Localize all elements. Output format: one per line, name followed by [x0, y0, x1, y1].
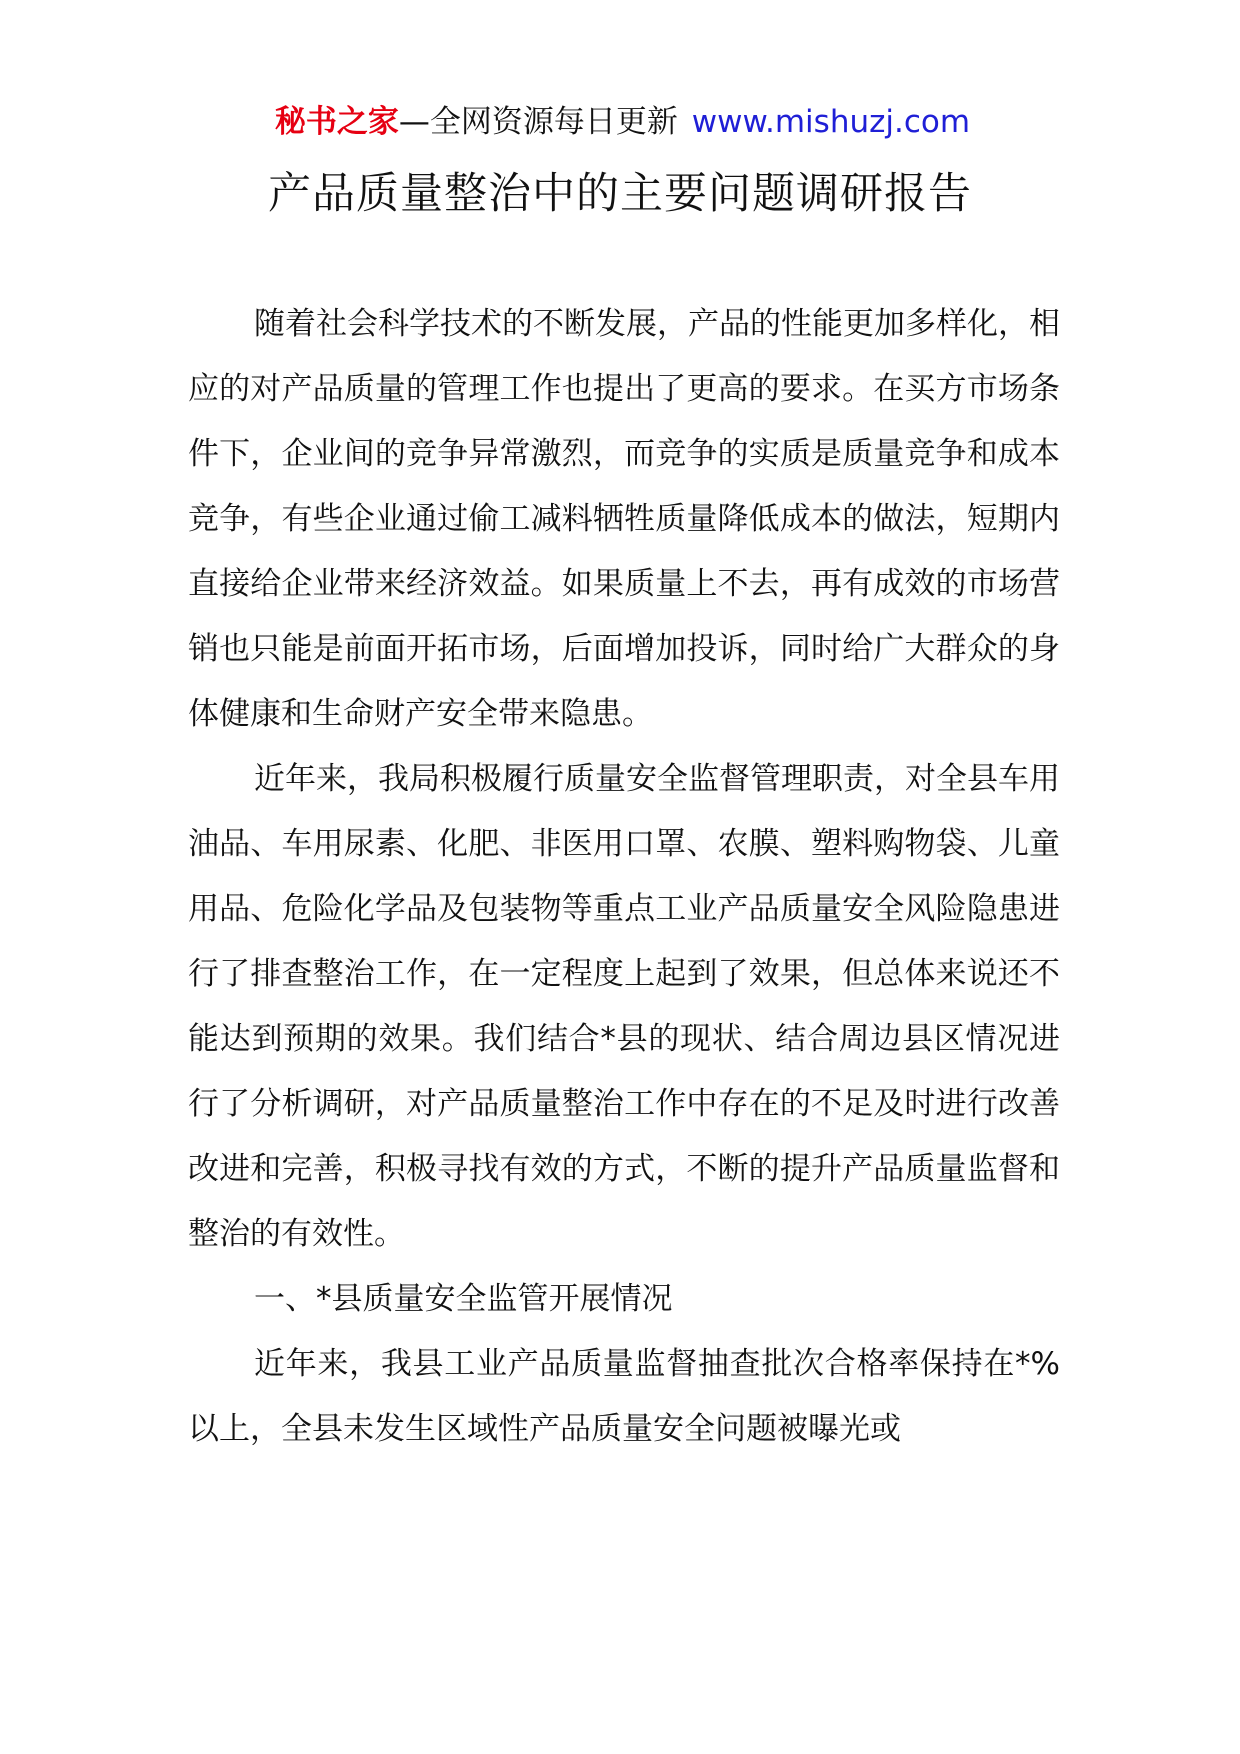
document-body — [188, 292, 1060, 1462]
site-header-banner — [5, 100, 1240, 144]
document-title: 产品质量整治中的主要问题调研报告 — [268, 169, 972, 219]
site-url-link[interactable]: www.mishuzj.com — [691, 104, 971, 140]
header-tagline: —全网资源每日更新 — [398, 104, 678, 140]
paragraph-recent-work: 近年来，我局积极履行质量安全监督管理职责，对全县车用油品、车用尿素、化肥、非医用口罩、农膜、塑料购物袋、儿童用品、危险化学品及包装物等重点工业产品质量安全风险隐患进行了排查整治工作，在一定程度上起到了效果，但总体来说还不能达到预期的效果。我们结合*县的现状、结合周边县区情况进行了分析调研，对产品质量整治工作中存在的不足及时进行改善改进和完善，积极寻找有效的方式，不断的提升产品质量监督和整治的有效性。 — [188, 761, 1060, 1252]
paragraph-section-1: 近年来，我县工业产品质量监督抽查批次合格率保持在*%以上，全县未发生区域性产品质量安全问题被曝光或 — [188, 1346, 1060, 1447]
brand-name: 秘书之家 — [274, 104, 399, 140]
paragraph-intro: 随着社会科学技术的不断发展，产品的性能更加多样化，相应的对产品质量的管理工作也提出了更高的要求。在买方市场条件下，企业间的竞争异常激烈，而竞争的实质是质量竞争和成本竞争，有些企业通过偷工减料牺牲质量降低成本的做法，短期内直接给企业带来经济效益。如果质量上不去，再有成效的市场营销也只能是前面开拓市场，后面增加投诉，同时给广大群众的身体健康和生命财产安全带来隐患。 — [188, 306, 1060, 732]
section-heading-1: 一、*县质量安全监管开展情况 — [254, 1281, 673, 1317]
